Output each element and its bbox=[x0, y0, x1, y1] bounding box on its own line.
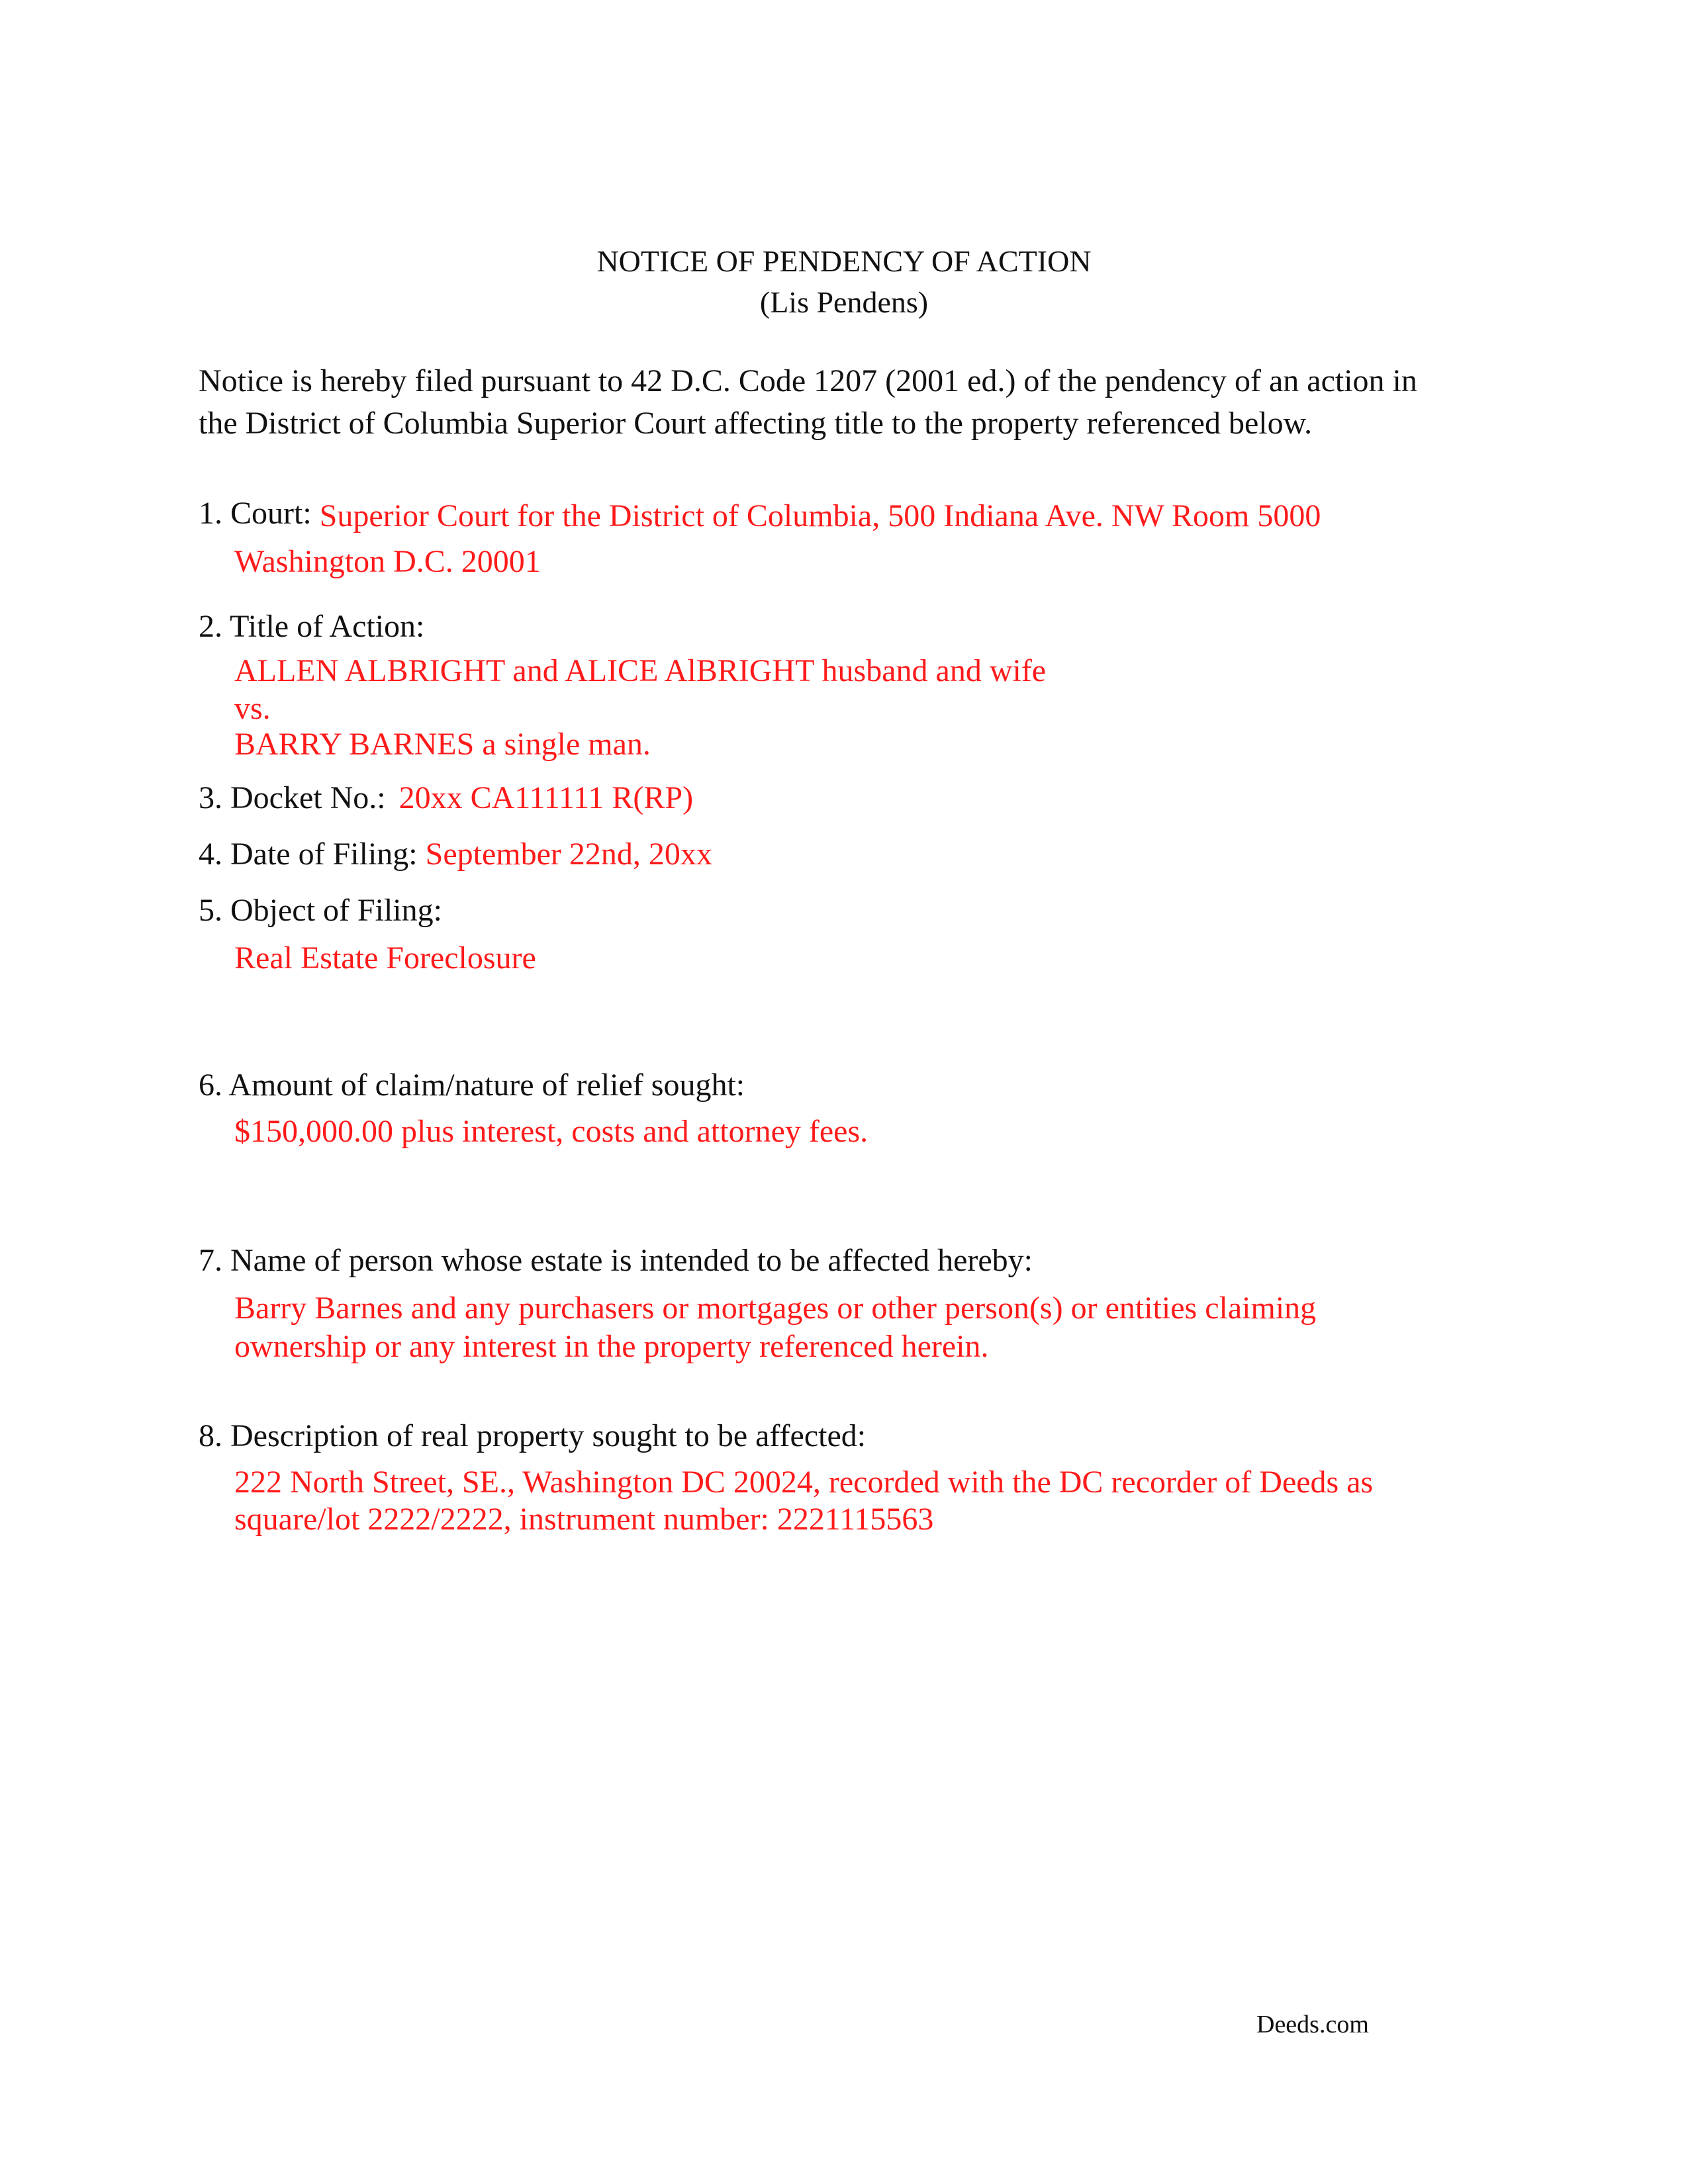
amount-value: $150,000.00 plus interest, costs and attorney fees. bbox=[234, 1114, 868, 1149]
object-of-filing-value: Real Estate Foreclosure bbox=[234, 940, 536, 976]
amount-label: 6. Amount of claim/nature of relief sought: bbox=[199, 1068, 745, 1103]
title-of-action-plaintiffs: ALLEN ALBRIGHT and ALICE AlBRIGHT husband and wife bbox=[234, 653, 1047, 688]
intro-paragraph bbox=[199, 360, 1417, 445]
title-of-action-label: 2. Title of Action: bbox=[199, 609, 425, 644]
person-value-line-2: ownership or any interest in the property referenced herein. bbox=[234, 1329, 989, 1364]
object-of-filing-label: 5. Object of Filing: bbox=[199, 893, 442, 928]
court-item bbox=[199, 496, 1321, 533]
person-value-line-1: Barry Barnes and any purchasers or mortgages or other person(s) or entities claiming bbox=[234, 1291, 1317, 1326]
property-value-line-2: square/lot 2222/2222, instrument number: 2221115563 bbox=[234, 1502, 934, 1537]
document-subtitle: (Lis Pendens) bbox=[759, 285, 929, 319]
docket-value: 20xx CA111111 R(RP) bbox=[399, 780, 694, 815]
date-of-filing-value: September 22nd, 20xx bbox=[425, 837, 712, 872]
property-value-line-1: 222 North Street, SE., Washington DC 20024, recorded with the DC recorder of Deeds as bbox=[234, 1465, 1374, 1500]
court-value-line-2: Washington D.C. 20001 bbox=[234, 544, 541, 579]
intro-line-2: the District of Columbia Superior Court affecting title to the property referenced below. bbox=[199, 406, 1313, 441]
court-value-line-1: Superior Court for the District of Columbia, 500 Indiana Ave. NW Room 5000 bbox=[319, 498, 1321, 533]
court-label: 1. Court: bbox=[199, 496, 312, 531]
docket-label: 3. Docket No.: bbox=[199, 780, 386, 815]
document-title: NOTICE OF PENDENCY OF ACTION bbox=[596, 244, 1092, 278]
docket-item bbox=[199, 782, 693, 814]
person-label: 7. Name of person whose estate is intended to be affected hereby: bbox=[199, 1243, 1033, 1278]
date-of-filing-item bbox=[199, 839, 712, 870]
date-of-filing-label: 4. Date of Filing: bbox=[199, 837, 418, 872]
title-of-action-vs: vs. bbox=[234, 691, 271, 726]
title-of-action-defendant: BARRY BARNES a single man. bbox=[234, 727, 651, 762]
footer-brand: Deeds.com bbox=[1256, 2011, 1369, 2038]
intro-line-1: Notice is hereby filed pursuant to 42 D.C. Code 1207 (2001 ed.) of the pendency of an action in bbox=[199, 363, 1417, 398]
property-label: 8. Description of real property sought to be affected: bbox=[199, 1418, 867, 1453]
